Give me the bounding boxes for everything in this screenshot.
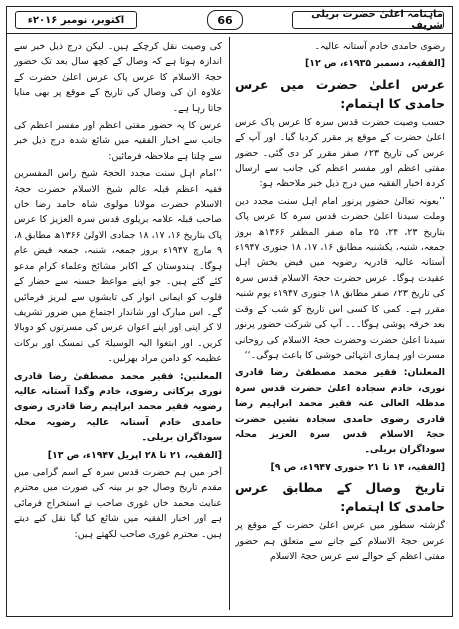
citation-reference: [الفقیہ، ۲۱ تا ۲۸ اپریل ۱۹۴۷ء، ص ۱۳] [47, 449, 222, 461]
body-paragraph: ’’امام اہل سنت مجدد الحجۃ شیخ راس المفسرین فقیہ اعظم قبلہ عالم شیخ الاسلام حضرت حجۃ الاسلام حضرت مولانا مولوی شاہ حامد رضا خاں صاحب قبلہ علامہ بریلوی قدس سرہ العزیز کا عرس پاک بتاریخ ۱۶، ۱۷، ۱۸ جمادی الاولیٰ ۱۳۶۶ھ مطابق ۸، ۹ مارچ ۱۹۴۷ء بروز جمعہ، شنبہ، جمعہ فیض عام ہوگا۔ ہندوستان کے اکابر مشائخ وعلماء کرام مدعو کئے گئے ہیں۔ جو اپنے مواعظ حسنہ سے حضار کے قلوب کو ایمانی انوار کی تابشوں سے لبریز فرمائیں گے۔ اس مبارک اور شاندار اجتماع میں ضرور تشریف لا کر اپنی اور اپنے اعوان عرس کی مسرتوں کو دوبالا کریں۔ اور ابتغوا الیہ الوسیلۃ کی تمسک اور برکات عظیمہ کو دامن مراد بھرلیں۔ [14, 168, 222, 365]
citation-reference: [الفقیہ، دسمبر ۱۹۳۵ء، ص ۱۲] [304, 58, 445, 70]
page-header [7, 7, 452, 34]
body-paragraph: رضوی حامدی خادم آستانہ عالیہ۔ [314, 41, 445, 52]
magazine-page [6, 6, 453, 617]
body-paragraph: ’’بعونہ تعالیٰ حضور پرنور امام اہل سنت مجدد دین وملت سیدنا اعلیٰ حضرت قدس سرہ کا عرس پاک بتاریخ ۲۳، ۲۴، ۲۵ ماہ صفر المظفر ۱۳۶۶ھ بروز جمعہ، شنبہ، یکشنبہ مطابق ۱۶، ۱۷، ۱۸ جنوری ۱۹۴۷ء آستانہ عالیہ قادریہ رضویہ میں فیض بخش اہل عقیدت ہوگا۔ عرس حضرت حجۃ الاسلام قدس سرہ کی تاریخ ۲۳؍ صفر مطابق ۱۸ جنوری ۱۹۴۷ء یوم شنبہ مقرر ہے۔ کمی کا کسی اس تاریخ کو شب کے وقت بعد خرقہ پوشی ہوگا۔۔۔ آپ کی شرکت حضور پرنور سیدنا اعلیٰ حضرت وحضرت حجۃ الاسلام کی روحانی مسرت اور ہماری انتہائی خوشی کا باعث ہوگی۔‘‘ [235, 195, 445, 361]
body-paragraph: حسب وصیت حضرت قدس سرہ کا عرس پاک عرس اعلیٰ حضرت کے موقع پر مقرر کردیا گیا۔ اور آپ کے عرس کی تاریخ ۲۳؍ صفر مقرر کر دی گئی۔ حضور مفتی اعظم اور مفسر اعظم کی جانب سے ارسال کردہ اخبار الفقیہ میں درج ذیل خبر ملاحظہ ہو: [235, 116, 445, 190]
body-paragraph: کی وصیت نقل کرچکے ہیں۔ لیکن درج ذیل خبر سے اندازہ ہوتا ہے کہ وصال کے کچھ سال بعد تک حضور حجۃ الاسلام کا عرس پاک عرس اعلیٰ حضرت کے علاوہ ان کی وصال کی تاریخ کے موقع پر بھی منایا جاتا رہا ہے۔ [14, 41, 222, 114]
body-paragraph: آخر میں ہم حضرت قدس سرہ کے اسم گرامی میں مقدم تاریخ وصال جو بر بینہ کی صورت میں محترم عنایت محمد خاں غوری صاحب نے استخراج فرمائی ہے اور اخبار الفقیہ میں شائع کیا گیا نقل کیے دیتے ہیں۔ محترم غوری صاحب لکھتے ہیں: [14, 466, 222, 540]
magazine-title: ماہنامہ اعلیٰ حضرت بریلی شریف [292, 11, 444, 29]
citation-reference: [الفقیہ، ۱۴ تا ۲۱ جنوری ۱۹۴۷ء، ص ۹] [270, 461, 445, 473]
page-number: 66 [207, 10, 243, 30]
body-paragraph: گزشتہ سطور میں عرس اعلیٰ حضرت کے موقع پر عرس حجۃ الاسلام کیے جانے سے متعلق ہم حضور مفتی اعظم کے حوالے سے عرس حجۃ الاسلام [235, 520, 445, 562]
announcement-signatories: المعلنین: فقیر محمد مصطفیٰ رضا قادری نوری برکاتی رضوی، خادم وگدا آستانہ عالیہ رضویہ فقیر محمد ابراہیم رضا قادری رضوی حامدی خادم آستانہ عالیہ رضویہ محلہ سوداگران بریلی۔ [14, 370, 222, 444]
right-column [235, 39, 445, 610]
left-column [14, 39, 222, 610]
issue-date-label: اکتوبر، نومبر ۲۰۱۶ء [15, 11, 137, 29]
body-paragraph: عرس کا پہ حضور مفتی اعظم اور مفسر اعظم کی جانب سے اخبار الفقیہ میں شائع شدہ درج ذیل خبر سے چلتا ہے ملاحظہ فرمائیں: [14, 120, 222, 162]
section-heading: تاریخ وصال کے مطابق عرس حامدی کا اہتمام: [235, 480, 445, 515]
section-heading: عرس اعلیٰ حضرت میں عرس حامدی کا اہتمام: [235, 76, 445, 111]
column-divider [229, 37, 230, 610]
announcement-signatories: المعلنان: فقیر محمد مصطفیٰ رضا قادری نوری، خادم سجادہ اعلیٰ حضرت قدس سرہ مدظلہ العالی عنہ فقیر محمد ابراہیم رضا قادری رضوی حامدی سجادہ نشین حضرت حجۃ الاسلام قدس سرہ العزیز محلہ سوداگران بریلی۔ [235, 367, 445, 456]
